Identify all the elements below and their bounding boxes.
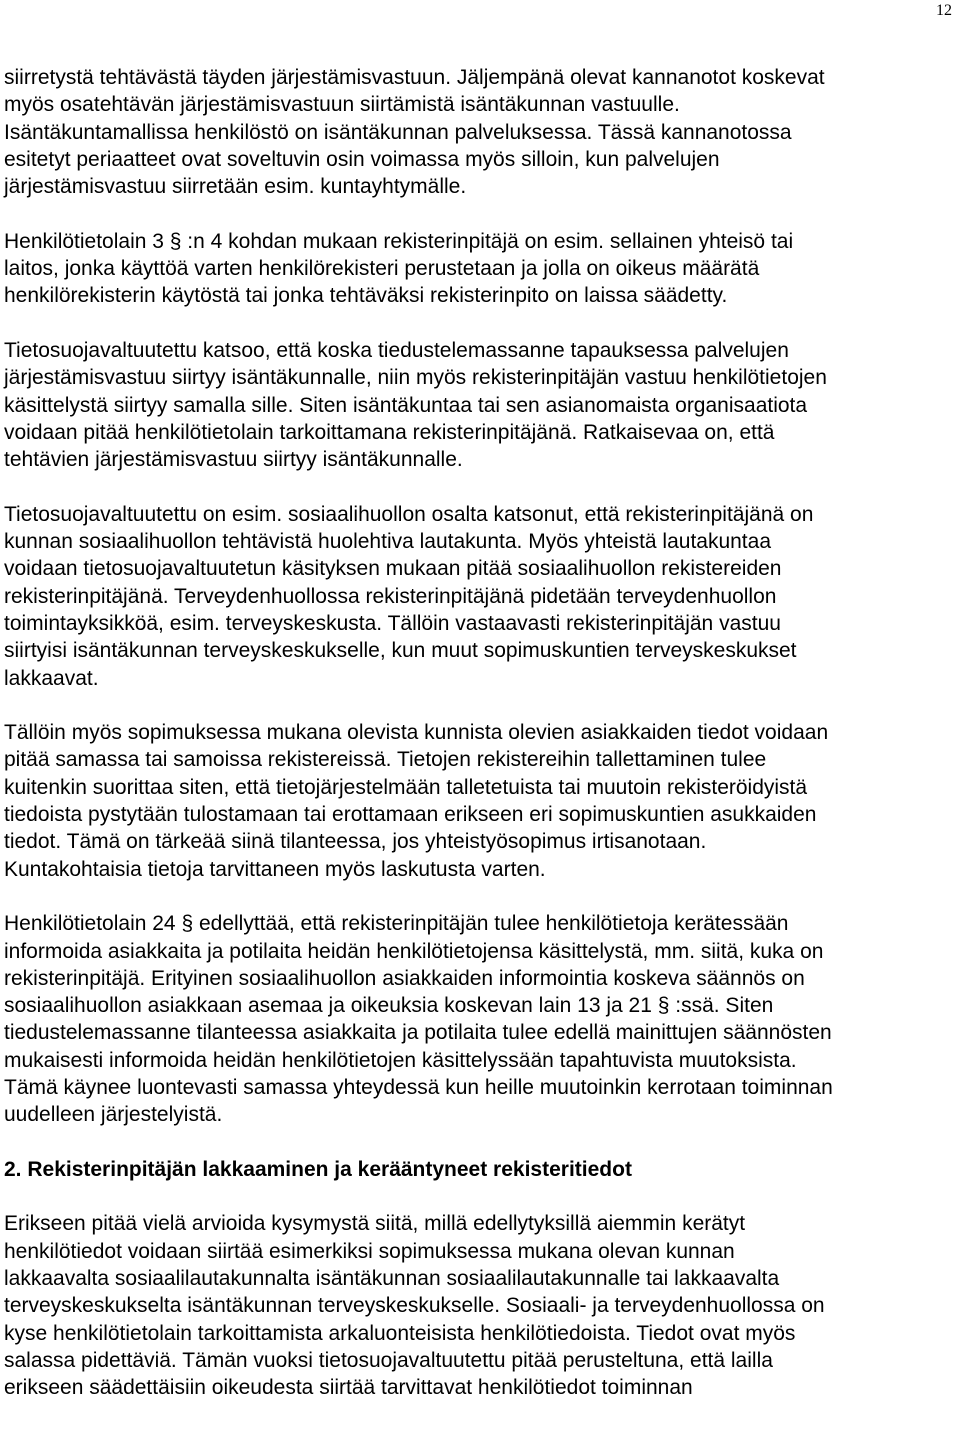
paragraph-5 (4, 719, 954, 883)
text-line: kyse henkilötietolain tarkoittamista arkaluonteisista henkilötiedoista. Tiedot ovat myös (4, 1321, 796, 1345)
text-line: rekisterinpitäjä. Erityinen sosiaalihuollon asiakkaiden informointia koskeva säännös on (4, 966, 805, 990)
text-line: voidaan pitää henkilötietolain tarkoittamana rekisterinpitäjänä. Ratkaisevaa on, että (4, 420, 775, 444)
text-line: sosiaalihuollon asiakkaan asemaa ja oikeuksia koskevan lain 13 ja 21 § :ssä. Siten (4, 994, 774, 1018)
text-line: myös osatehtävän järjestämisvastuun siirtämistä isäntäkunnan vastuulle. (4, 93, 680, 117)
text-line: voidaan tietosuojavaltuutetun käsityksen mukaan pitää sosiaalihuollon rekistereiden (4, 557, 782, 581)
text-line: käsittelystä siirtyy samalla sille. Siten isäntäkuntaa tai sen asianomaista organisaatiota (4, 393, 808, 417)
text-line: lakkaavalta sosiaalilautakunnalta isäntäkunnan sosiaalilautakunnalle tai lakkaavalta (4, 1267, 780, 1291)
text-line: informoida asiakkaita ja potilaita heidän henkilötietojensa käsittelystä, mm. siitä, kuka on (4, 939, 824, 963)
text-line: Henkilötietolain 3 § :n 4 kohdan mukaan rekisterinpitäjä on esim. sellainen yhteisö tai (4, 229, 794, 253)
text-line: uudelleen järjestelyistä. (4, 1103, 223, 1127)
text-line: henkilötiedot voidaan siirtää esimerkiksi sopimuksessa mukana olevan kunnan (4, 1239, 735, 1263)
text-line: Tämä käynee luontevasti samassa yhteydessä kun heille muutoinkin kerrotaan toiminnan (4, 1075, 833, 1099)
page-number: 12 (936, 2, 952, 19)
text-line: rekisterinpitäjänä. Terveydenhuollossa rekisterinpitäjänä pidetään terveydenhuollon (4, 584, 777, 608)
text-line: Henkilötietolain 24 § edellyttää, että rekisterinpitäjän tulee henkilötietoja kerätessään (4, 912, 789, 936)
text-line: järjestämisvastuu siirretään esim. kuntayhtymälle. (4, 175, 467, 199)
paragraph-1 (4, 64, 954, 200)
text-line: kuitenkin suorittaa siten, että tietojärjestelmään talletetuista tai muutoin rekisteröidyistä (4, 775, 808, 799)
text-line: toimintayksikköä, esim. terveyskeskusta. Tällöin vastaavasti rekisterinpitäjän vastuu (4, 611, 781, 635)
section-heading: 2. Rekisterinpitäjän lakkaaminen ja kerääntyneet rekisteritiedot (4, 1157, 632, 1181)
text-line: kunnan sosiaalihuollon tehtävistä huolehtiva lautakunta. Myös yhteistä lautakuntaa (4, 530, 772, 554)
document-body (4, 64, 954, 1429)
text-line: laitos, jonka käyttöä varten henkilörekisteri perustetaan ja jolla on oikeus määrätä (4, 257, 760, 281)
text-line: tiedustelemassanne tilanteessa asiakkaita ja potilaita tulee edellä mainittujen säännösten (4, 1021, 832, 1045)
text-line: siirretystä tehtävästä täyden järjestämisvastuun. Jäljempänä olevat kannanotot koskevat (4, 66, 825, 89)
paragraph-3 (4, 337, 954, 473)
paragraph-4 (4, 501, 954, 692)
paragraph-2 (4, 228, 954, 310)
text-line: terveyskeskukselta isäntäkunnan terveyskeskukselle. Sosiaali- ja terveydenhuollossa on (4, 1294, 825, 1318)
text-line: Tietosuojavaltuutettu on esim. sosiaalihuollon osalta katsonut, että rekisterinpitäjänä on (4, 502, 814, 526)
text-line: Tällöin myös sopimuksessa mukana olevista kunnista olevien asiakkaiden tiedot voidaan (4, 721, 829, 745)
text-line: järjestämisvastuu siirtyy isäntäkunnalle, niin myös rekisterinpitäjän vastuu henkilötietojen (4, 366, 827, 390)
paragraph-6 (4, 910, 954, 1128)
text-line: pitää samassa tai samoissa rekistereissä. Tietojen rekistereihin tallettaminen tulee (4, 748, 767, 772)
text-line: esitetyt periaatteet ovat soveltuvin osin voimassa myös silloin, kun palvelujen (4, 147, 720, 171)
paragraph-final (4, 1210, 954, 1401)
text-line: lakkaavat. (4, 666, 99, 690)
text-line: Kuntakohtaisia tietoja tarvittaneen myös laskutusta varten. (4, 857, 546, 881)
text-line: tiedot. Tämä on tärkeää siinä tilanteessa, jos yhteistyösopimus irtisanotaan. (4, 830, 707, 854)
text-line: tehtävien järjestämisvastuu siirtyy isäntäkunnalle. (4, 448, 463, 472)
text-line: erikseen säädettäisiin oikeudesta siirtää tarvittavat henkilötiedot toiminnan (4, 1376, 693, 1400)
text-line: Erikseen pitää vielä arvioida kysymystä siitä, millä edellytyksillä aiemmin kerätyt (4, 1212, 746, 1236)
text-line: mukaisesti informoida heidän henkilötietojen käsittelyssään tapahtuvista muutoksista. (4, 1048, 797, 1072)
text-line: siirtyisi isäntäkunnan terveyskeskukselle, kun muut sopimuskuntien terveyskeskukset (4, 639, 797, 663)
text-line: tiedoista pystytään tulostamaan tai erottamaan erikseen eri sopimuskuntien asukkaiden (4, 803, 817, 827)
text-line: Isäntäkuntamallissa henkilöstö on isäntäkunnan palveluksessa. Tässä kannanotossa (4, 120, 792, 144)
text-line: salassa pidettäviä. Tämän vuoksi tietosuojavaltuutettu pitää perusteltuna, että lailla (4, 1348, 773, 1372)
text-line: Tietosuojavaltuutettu katsoo, että koska tiedustelemassanne tapauksessa palvelujen (4, 338, 789, 362)
text-line: henkilörekisterin käytöstä tai jonka tehtäväksi rekisterinpito on laissa säädetty. (4, 284, 728, 308)
